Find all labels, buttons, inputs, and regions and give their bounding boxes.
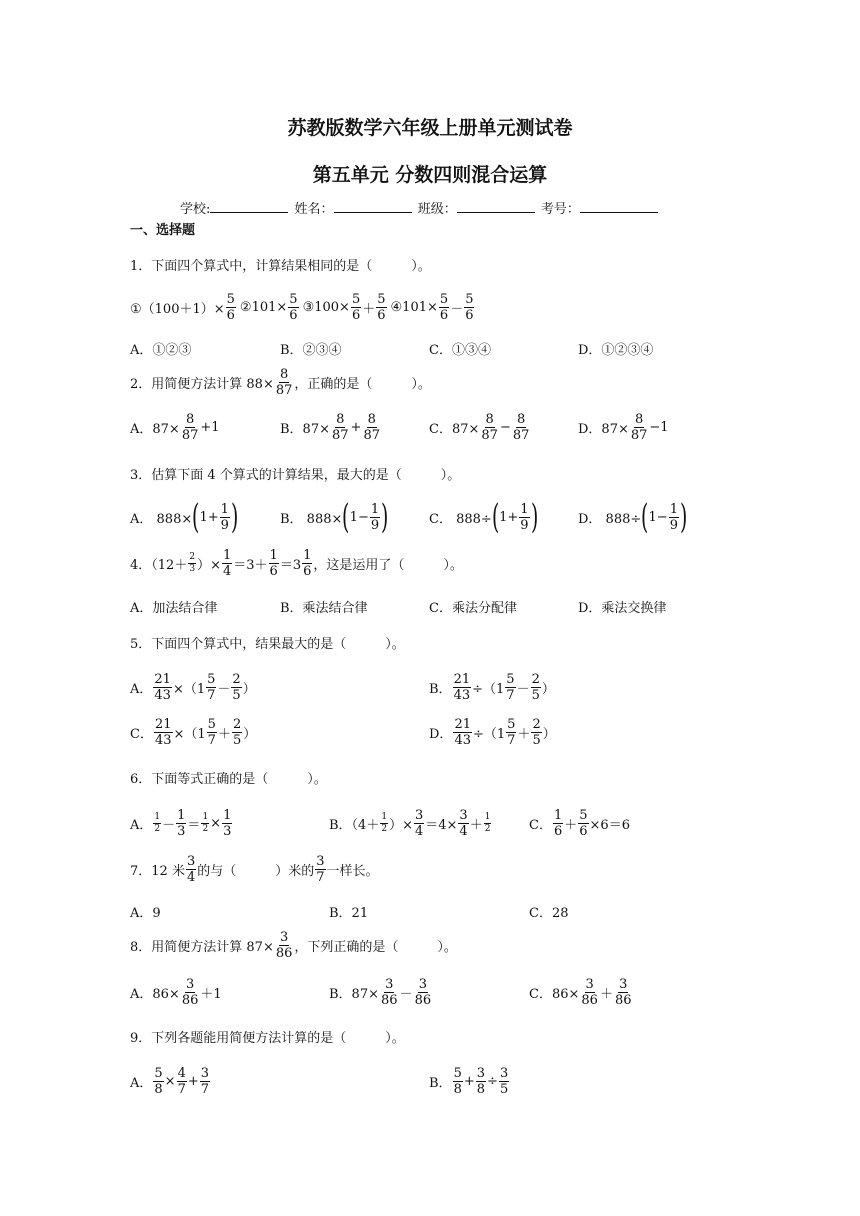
fraction: $\frac{3}{86}$	[581, 977, 598, 1008]
fraction: $\frac{1}{3}$	[223, 808, 232, 839]
q2-option-b[interactable]: B．87× $\frac{8}{87}$ + $\frac{8}{87}$	[280, 412, 380, 443]
q1-option-d[interactable]: D．①②③④	[578, 343, 654, 358]
q9-option-b[interactable]: B． $\frac{5}{8}$ + $\frac{3}{8}$ ÷ $\frac{3}{5}$	[429, 1066, 509, 1097]
fraction: $\frac{3}{86}$	[181, 977, 199, 1008]
q9-option-a[interactable]: A． $\frac{5}{8}$ × $\frac{4}{7}$ + $\frac{3}{7}$	[130, 1066, 210, 1097]
fraction: $\frac{21}{43}$	[154, 717, 172, 748]
fraction: $\frac{5}{6}$	[289, 292, 298, 323]
minus-sign: －	[450, 302, 464, 317]
fraction: $\frac{1}{3}$	[177, 808, 186, 839]
fraction: $\frac{8}{87}$	[630, 412, 648, 443]
fraction: $\frac{2}{5}$	[232, 717, 242, 748]
class-label: 班级：	[417, 202, 457, 217]
q3-option-c[interactable]: C． 888÷ ( 1+ $\frac{1}{9}$ )	[429, 497, 538, 537]
fraction: $\frac{3}{4}$	[414, 808, 424, 839]
q2-option-c[interactable]: C．87× $\frac{8}{87}$ − $\frac{8}{87}$	[429, 412, 530, 443]
q1-expr-4: ④101×	[390, 300, 438, 315]
plus-sign: ＋	[362, 302, 376, 317]
q2-stem: 2．用简便方法计算 88× $\frac{8}{87}$ ，正确的是（ ）。	[130, 367, 431, 398]
q4-stem: 4．（12＋ $\frac{2}{3}$ ）× $\frac{1}{4}$ ＝3＋ $\frac{1}{6}$ ＝3 $\frac{1}{6}$ ，这是运用了（ ）。	[130, 548, 463, 579]
name-label: 姓名：	[294, 202, 334, 217]
q1-option-c[interactable]: C．①③④	[429, 343, 491, 358]
fraction: $\frac{8}{87}$	[481, 412, 498, 443]
page-subtitle: 第五单元 分数四则混合运算	[312, 164, 548, 186]
fraction: $\frac{5}{7}$	[207, 672, 216, 703]
fraction: $\frac{1}{4}$	[222, 548, 232, 579]
fraction: $\frac{4}{7}$	[177, 1066, 186, 1097]
q3-stem: 3．估算下面 4 个算式的计算结果，最大的是（ ）。	[130, 468, 461, 483]
fraction: $\frac{1}{2}$	[154, 812, 161, 834]
q1-option-b[interactable]: B．②③④	[280, 343, 342, 358]
section-heading: 一、选择题	[130, 223, 196, 238]
fraction: $\frac{21}{43}$	[453, 672, 471, 703]
q8-option-b[interactable]: B．87× $\frac{3}{86}$ － $\frac{3}{86}$	[329, 977, 432, 1008]
fraction: $\frac{2}{5}$	[532, 717, 541, 748]
fraction: $\frac{2}{5}$	[531, 672, 540, 703]
q2-option-d[interactable]: D．87× $\frac{8}{87}$ −1	[578, 412, 669, 443]
q4-option-b[interactable]: B．乘法结合律	[280, 601, 368, 616]
q4-option-a[interactable]: A．加法结合律	[130, 601, 218, 616]
page-title: 苏教版数学六年级上册单元测试卷	[287, 117, 573, 139]
q1-expressions	[130, 292, 475, 323]
fraction: $\frac{5}{7}$	[506, 672, 515, 703]
fraction: $\frac{5}{7}$	[207, 717, 216, 748]
fraction: $\frac{3}{5}$	[499, 1066, 509, 1097]
fraction: $\frac{8}{87}$	[363, 412, 380, 443]
class-blank[interactable]	[457, 200, 535, 213]
q6-option-c[interactable]: C． $\frac{1}{6}$ ＋ $\frac{5}{6}$ ×6＝6	[529, 808, 630, 839]
fraction: $\frac{5}{7}$	[507, 717, 516, 748]
q6-option-a[interactable]: A． $\frac{1}{2}$ － $\frac{1}{3}$ ＝ $\frac{1}{2}$ × $\frac{1}{3}$	[130, 808, 232, 839]
name-blank[interactable]	[334, 200, 412, 213]
q7-option-c[interactable]: C．28	[529, 906, 569, 921]
q4-option-d[interactable]: D．乘法交换律	[578, 601, 667, 616]
q5-option-a[interactable]: A． $\frac{21}{43}$ ×（1 $\frac{5}{7}$ － $\frac{2}{5}$ ）	[130, 672, 256, 703]
q7-stem: 7．12 米 $\frac{3}{4}$ 的与（ ）米的 $\frac{3}{7}$ 一样长。	[130, 854, 379, 885]
q1-expr-3: ③100×	[302, 300, 350, 315]
q5-option-b[interactable]: B． $\frac{21}{43}$ ÷（1 $\frac{5}{7}$ － $\frac{2}{5}$ ）	[429, 672, 555, 703]
q5-stem: 5．下面四个算式中，结果最大的是（ ）。	[130, 637, 405, 652]
q8-option-a[interactable]: A．86× $\frac{3}{86}$ ＋1	[130, 977, 222, 1008]
q2-option-a[interactable]: A．87× $\frac{8}{87}$ +1	[130, 412, 220, 443]
q7-option-b[interactable]: B．21	[329, 906, 369, 921]
fraction: $\frac{2}{3}$	[189, 552, 196, 574]
q9-stem: 9．下列各题能用简便方法计算的是（ ）。	[130, 1031, 405, 1046]
student-info-line	[180, 198, 660, 217]
fraction: $\frac{3}{86}$	[614, 977, 632, 1008]
q8-stem: 8．用简便方法计算 87× $\frac{3}{86}$ ，下列正确的是（ ）。	[130, 930, 457, 961]
fraction: $\frac{5}{6}$	[579, 808, 588, 839]
fraction: $\frac{3}{86}$	[414, 977, 432, 1008]
fraction: $\frac{5}{6}$	[377, 292, 386, 323]
q1-expr-2: ②101×	[239, 300, 288, 315]
fraction: $\frac{5}{8}$	[453, 1066, 462, 1097]
school-label: 学校:	[180, 202, 211, 217]
fraction: $\frac{21}{43}$	[154, 672, 171, 703]
fraction: $\frac{1}{9}$	[370, 501, 380, 533]
fraction: $\frac{21}{43}$	[454, 717, 471, 748]
fraction: $\frac{3}{7}$	[316, 854, 325, 885]
fraction: $\frac{2}{5}$	[232, 672, 241, 703]
fraction: $\frac{1}{9}$	[220, 501, 229, 533]
fraction: $\frac{1}{6}$	[269, 548, 278, 579]
fraction: $\frac{5}{6}$	[351, 292, 361, 323]
fraction: $\frac{5}{6}$	[439, 292, 449, 323]
fraction: $\frac{3}{8}$	[476, 1066, 486, 1097]
fraction: $\frac{3}{86}$	[381, 977, 398, 1008]
fraction: $\frac{8}{87}$	[275, 367, 293, 398]
fraction: $\frac{1}{6}$	[303, 548, 312, 579]
q3-option-a[interactable]: A． 888× ( 1+ $\frac{1}{9}$ )	[130, 497, 239, 537]
q6-stem: 6．下面等式正确的是（ ）。	[130, 772, 327, 787]
q5-option-c[interactable]: C． $\frac{21}{43}$ ×（1 $\frac{5}{7}$ ＋ $\frac{2}{5}$ ）	[130, 717, 257, 748]
fraction: $\frac{1}{9}$	[520, 501, 529, 533]
q4-option-c[interactable]: C．乘法分配律	[429, 601, 517, 616]
fraction: $\frac{8}{87}$	[181, 412, 199, 443]
fraction: $\frac{1}{2}$	[202, 812, 209, 834]
fraction: $\frac{3}{86}$	[275, 930, 293, 961]
fraction: $\frac{3}{4}$	[186, 854, 196, 885]
fraction: $\frac{1}{2}$	[381, 812, 388, 834]
q3-option-d[interactable]: D． 888÷ ( 1− $\frac{1}{9}$ )	[578, 497, 688, 537]
q1-stem: 1．下面四个算式中，计算结果相同的是（ ）。	[130, 259, 431, 274]
fraction: $\frac{3}{4}$	[459, 808, 468, 839]
q7-option-a[interactable]: A．9	[130, 906, 161, 921]
fraction: $\frac{5}{6}$	[226, 292, 235, 323]
q5-option-d[interactable]: D． $\frac{21}{43}$ ÷（1 $\frac{5}{7}$ ＋ $\frac{2}{5}$ ）	[429, 717, 556, 748]
fraction: $\frac{3}{7}$	[200, 1066, 210, 1097]
fraction: $\frac{1}{9}$	[669, 501, 678, 533]
fraction: $\frac{1}{2}$	[484, 812, 491, 834]
q3-option-b[interactable]: B． 888× ( 1− $\frac{1}{9}$ )	[280, 497, 389, 537]
fraction: $\frac{8}{87}$	[332, 412, 349, 443]
exam-no-label: 考号：	[540, 202, 580, 217]
fraction: $\frac{1}{6}$	[553, 808, 563, 839]
fraction: $\frac{5}{8}$	[154, 1066, 163, 1097]
fraction: $\frac{5}{6}$	[465, 292, 474, 323]
exam-no-blank[interactable]	[580, 200, 658, 213]
q8-option-c[interactable]: C．86× $\frac{3}{86}$ ＋ $\frac{3}{86}$	[529, 977, 632, 1008]
school-blank[interactable]	[210, 200, 288, 213]
q1-expr-1: ①（100＋1）×	[130, 302, 225, 317]
q1-option-a[interactable]: A．①②③	[130, 343, 192, 358]
q6-option-b[interactable]: B．（4＋ $\frac{1}{2}$ ）× $\frac{3}{4}$ ＝4× $\frac{3}{4}$ ＋ $\frac{1}{2}$	[329, 808, 491, 839]
fraction: $\frac{8}{87}$	[512, 412, 530, 443]
